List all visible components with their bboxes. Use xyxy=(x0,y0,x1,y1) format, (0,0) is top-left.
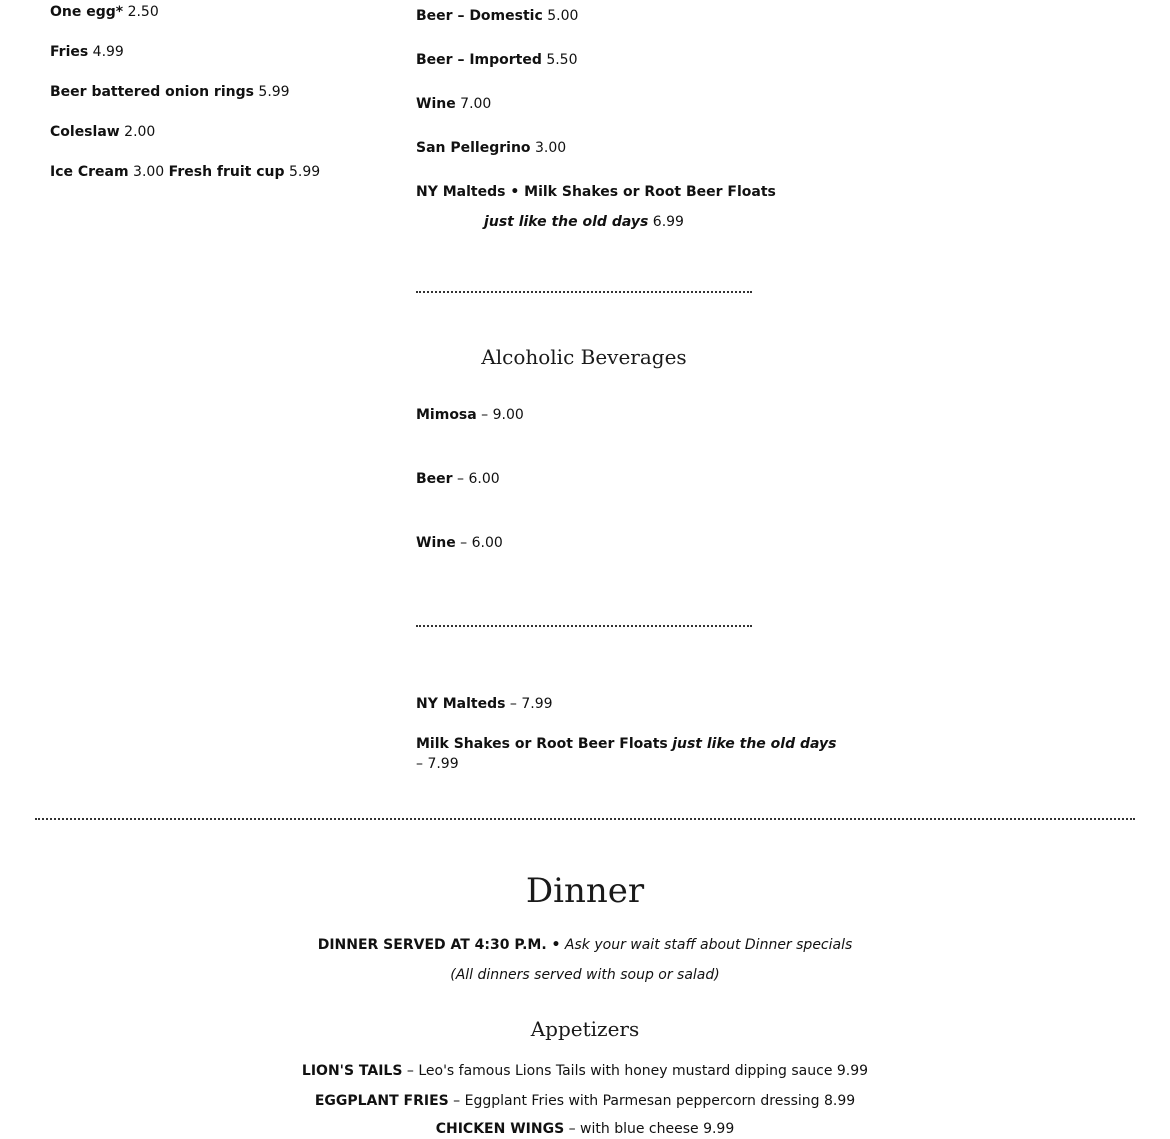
menu-item xyxy=(416,533,503,553)
menu-item-price: – 7.99 xyxy=(416,756,459,772)
dinner-served-time: DINNER SERVED AT 4:30 P.M. • xyxy=(317,937,561,953)
menu-item xyxy=(416,694,553,714)
menu-item-price: 5.99 xyxy=(288,164,321,180)
dinner-served-line xyxy=(0,935,1170,955)
menu-item-price: 5.99 xyxy=(258,84,290,100)
menu-item xyxy=(416,6,578,26)
menu-item-name: Ice Cream xyxy=(50,164,129,180)
menu-item-price: 7.00 xyxy=(460,96,492,112)
menu-item-name: Fries xyxy=(50,44,89,60)
menu-item-name: Coleslaw xyxy=(50,124,120,140)
menu-item-name: NY Malteds xyxy=(416,696,506,712)
special-tagline: just like the old days xyxy=(484,214,649,230)
menu-item-price-line xyxy=(416,754,459,774)
menu-item-name: Beer battered onion rings xyxy=(50,84,254,100)
menu-item xyxy=(50,42,124,62)
menu-item-price: 3.00 xyxy=(133,164,165,180)
menu-item xyxy=(416,405,524,425)
menu-item-price: – 6.00 xyxy=(460,535,503,551)
menu-item xyxy=(416,734,836,754)
dinner-specials-note: Ask your wait staff about Dinner specials xyxy=(564,937,853,953)
special-price: 6.99 xyxy=(652,214,684,230)
special-title: NY Malteds • Milk Shakes or Root Beer Floats xyxy=(416,184,776,200)
menu-item xyxy=(50,82,290,102)
section-divider xyxy=(416,291,752,293)
dinner-soup-salad-note: (All dinners served with soup or salad) xyxy=(450,967,720,983)
menu-item-name: Beer xyxy=(416,471,453,487)
menu-item-price: 3.00 xyxy=(534,140,567,156)
menu-item-name: Beer – Imported xyxy=(416,52,542,68)
menu-item-name: Fresh fruit cup xyxy=(168,164,285,180)
menu-item-tagline: just like the old days xyxy=(672,736,837,752)
special-tagline-row xyxy=(416,212,752,232)
menu-item-price: 5.00 xyxy=(547,8,579,24)
menu-item xyxy=(50,2,159,22)
appetizer-description: – Leo's famous Lions Tails with honey mustard dipping sauce 9.99 xyxy=(406,1063,869,1079)
menu-item-name: Wine xyxy=(416,535,456,551)
menu-item-name: Wine xyxy=(416,96,456,112)
menu-item-price: 2.50 xyxy=(127,4,159,20)
menu-item-price: – 6.00 xyxy=(457,471,500,487)
menu-item xyxy=(416,138,566,158)
full-width-divider xyxy=(35,818,1135,820)
menu-item-name: Milk Shakes or Root Beer Floats xyxy=(416,736,668,752)
menu-item xyxy=(50,122,155,142)
dinner-title: Dinner xyxy=(525,871,645,911)
beverages-column xyxy=(416,0,837,800)
appetizer-name: CHICKEN WINGS xyxy=(435,1121,565,1137)
menu-item-name: San Pellegrino xyxy=(416,140,531,156)
menu-item xyxy=(416,469,500,489)
appetizers-title: Appetizers xyxy=(530,1017,640,1041)
menu-item-price: – 7.99 xyxy=(509,696,553,712)
menu-item-name: One egg* xyxy=(50,4,124,20)
menu-item-name: Beer – Domestic xyxy=(416,8,543,24)
menu-item-name: Mimosa xyxy=(416,407,477,423)
section-divider xyxy=(416,625,752,627)
appetizer-item xyxy=(0,1061,1170,1081)
menu-item-price: – 9.00 xyxy=(481,407,524,423)
appetizer-description: – Eggplant Fries with Parmesan peppercorn dressing 8.99 xyxy=(453,1093,856,1109)
appetizer-description: – with blue cheese 9.99 xyxy=(568,1121,735,1137)
left-menu-column xyxy=(50,0,390,200)
appetizer-name: LION'S TAILS xyxy=(301,1063,403,1079)
menu-item xyxy=(416,94,491,114)
menu-item-price: 2.00 xyxy=(124,124,156,140)
menu-item xyxy=(416,50,578,70)
alcoholic-beverages-title: Alcoholic Beverages xyxy=(481,345,687,369)
menu-item-price: 4.99 xyxy=(92,44,124,60)
menu-item-combo xyxy=(50,162,320,182)
appetizer-name: EGGPLANT FRIES xyxy=(314,1093,449,1109)
appetizer-item xyxy=(0,1091,1170,1111)
menu-item-price: 5.50 xyxy=(546,52,578,68)
appetizer-item xyxy=(0,1119,1170,1139)
